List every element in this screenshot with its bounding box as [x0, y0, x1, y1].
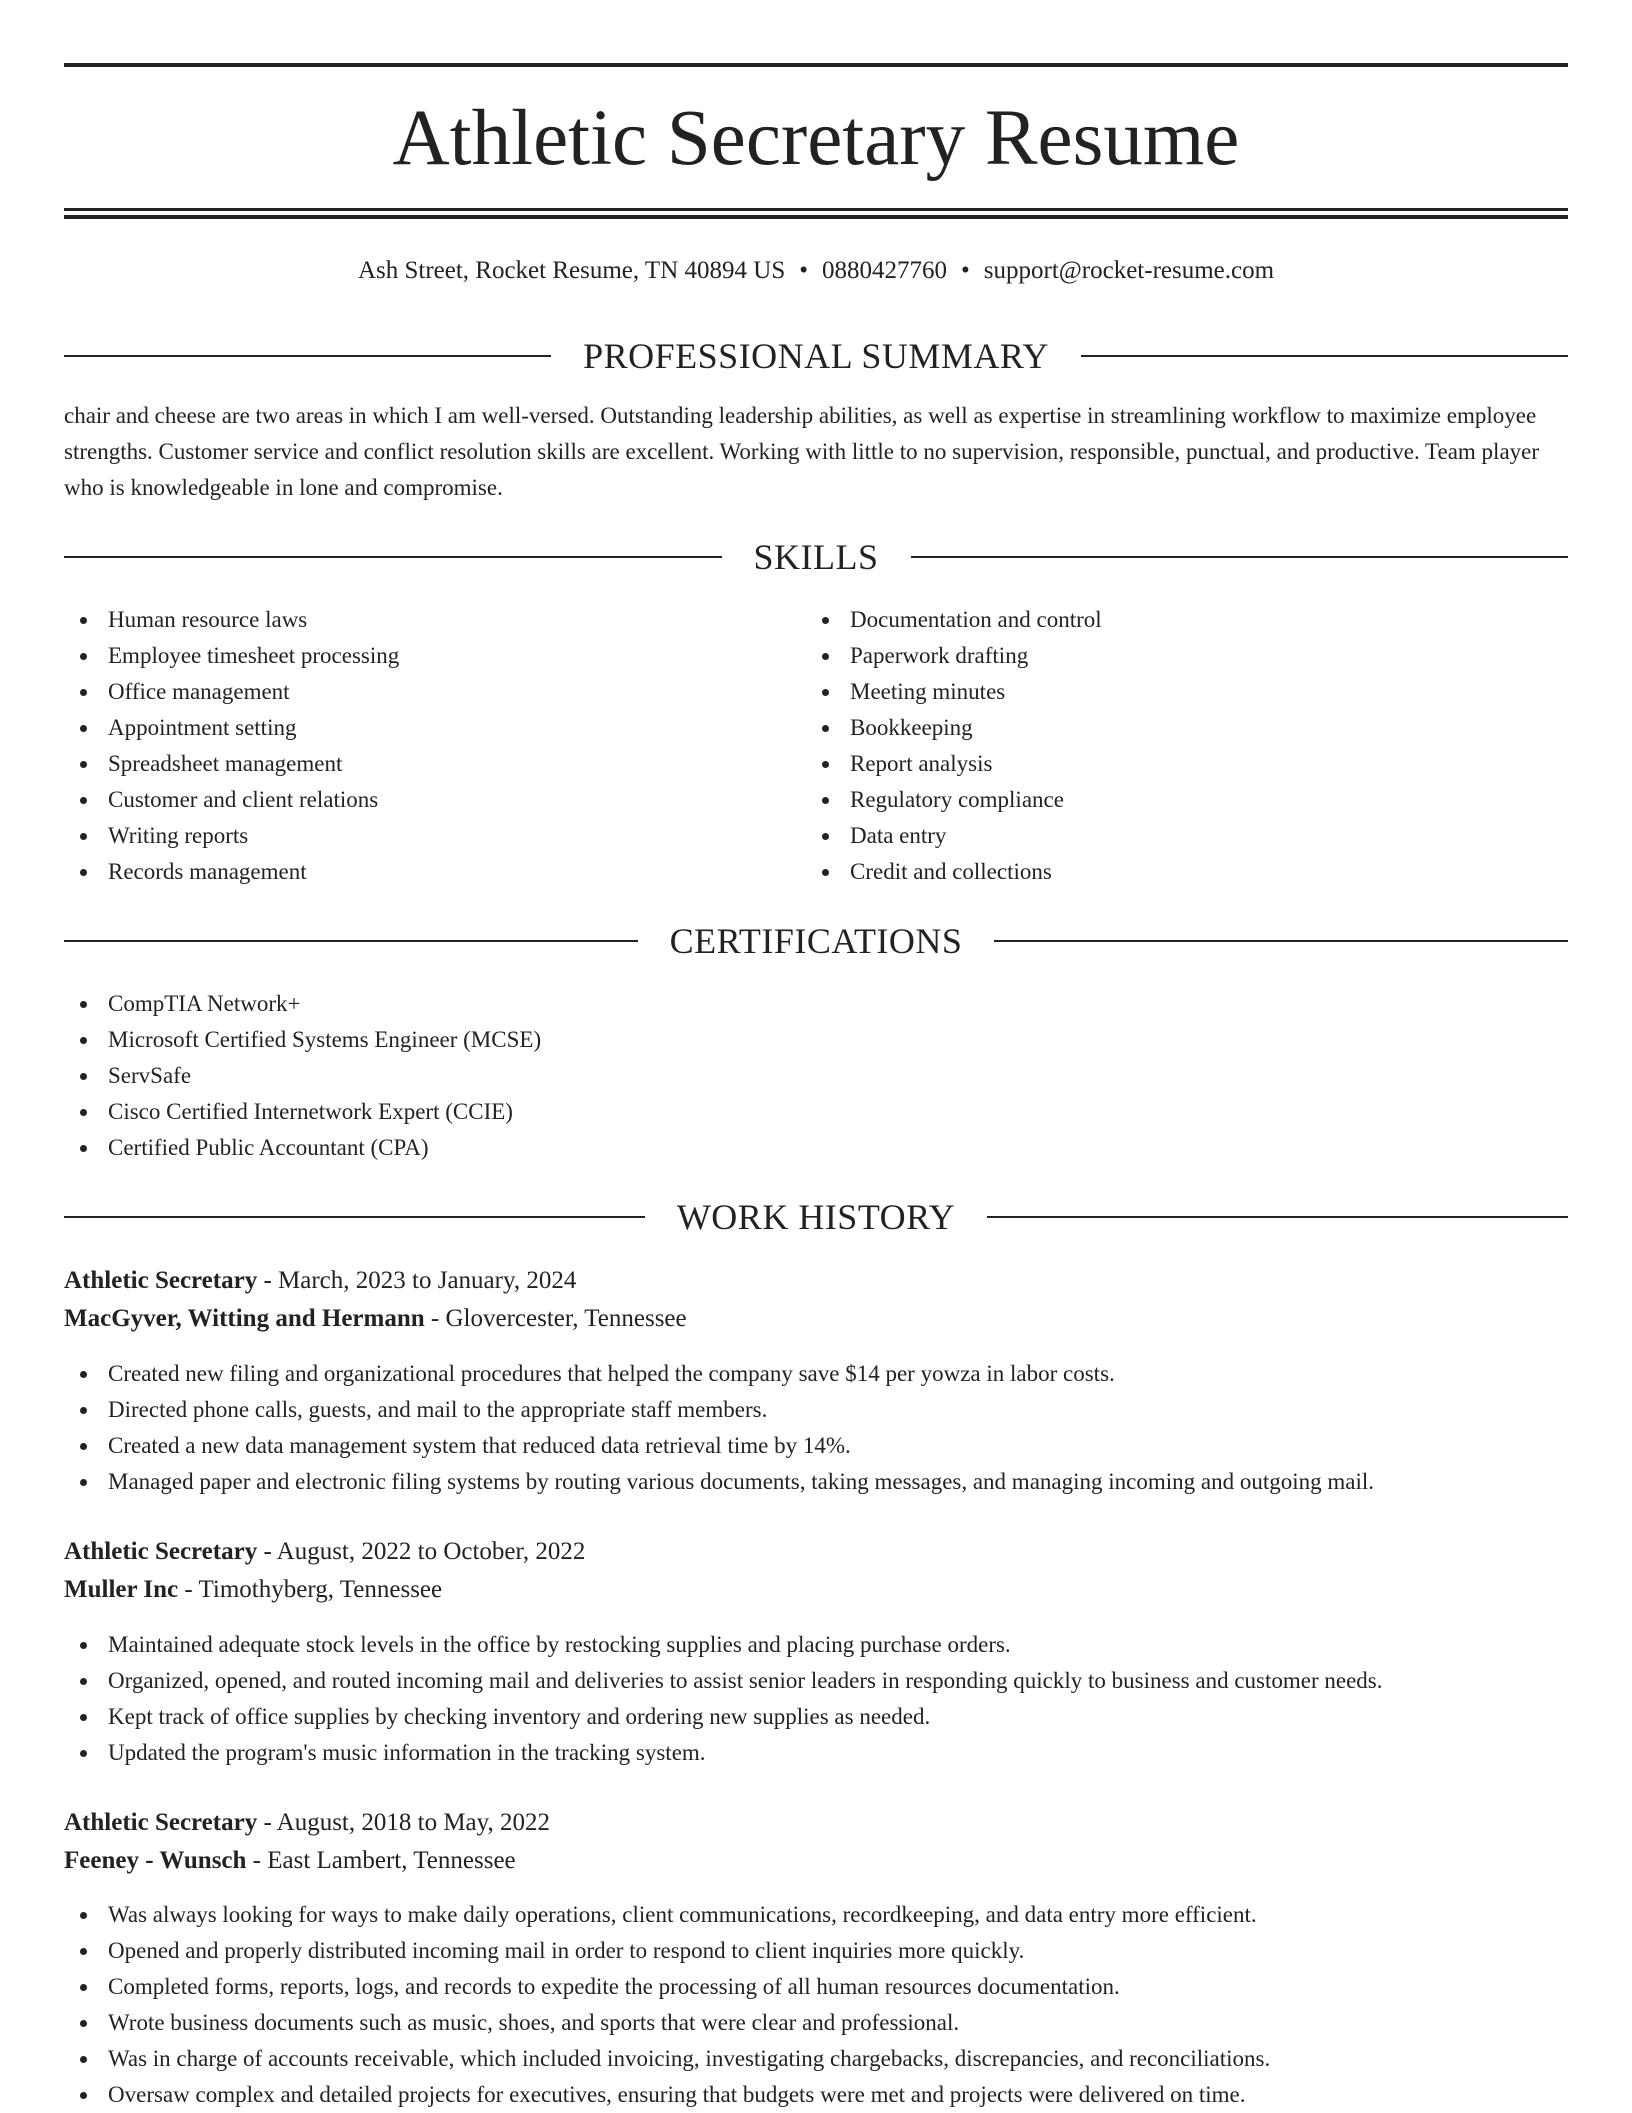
skill-item: Paperwork drafting [806, 638, 1566, 674]
section-header-skills [64, 535, 1568, 579]
skill-item: Regulatory compliance [806, 782, 1566, 818]
contact-line [64, 254, 1568, 288]
job-bullet: Created a new data management system that reduced data retrieval time by 14%. [64, 1428, 1568, 1464]
divider [911, 556, 1569, 558]
skill-item: Bookkeeping [806, 710, 1566, 746]
job-title-line [64, 1533, 585, 1571]
job-bullet: Oversaw complex and detailed projects for executives, ensuring that budgets were met and projects were delivered on time. [64, 2077, 1568, 2113]
job-company: Muller Inc [64, 1576, 179, 1603]
job-dates: - March, 2023 to January, 2024 [257, 1267, 577, 1294]
section-title-certifications: CERTIFICATIONS [669, 921, 963, 961]
job-company-line [64, 1300, 687, 1338]
job-title: Athletic Secretary [64, 1267, 258, 1294]
certification-item: ServSafe [64, 1058, 1568, 1094]
summary-text: chair and cheese are two areas in which I am well-versed. Outstanding leadership abilities, as well as expertise in streamlining workflow to maximize employee strengths. Customer service and conflict resolution skills are excellent. Working with little to no supervision, responsible, punctual, and productive. Team player who is knowledgeable in lone and compromise. [64, 403, 1540, 500]
job-company: MacGyver, Witting and Hermann [64, 1305, 425, 1332]
certification-item: Microsoft Certified Systems Engineer (MCSE) [64, 1022, 1568, 1058]
skill-item: Records management [64, 854, 804, 890]
job-bullet: Was in charge of accounts receivable, which included invoicing, investigating chargebacks, discrepancies, and reconciliations. [64, 2041, 1568, 2077]
section-title-skills: SKILLS [753, 537, 879, 577]
section-header-certifications [64, 919, 1568, 963]
job-dates: - August, 2022 to October, 2022 [257, 1538, 586, 1565]
job-bullet: Created new filing and organizational procedures that helped the company save $14 per yowza in labor costs. [64, 1356, 1568, 1392]
job-location: - Glovercester, Tennessee [424, 1305, 687, 1332]
job-bullet: Kept track of office supplies by checking inventory and ordering new supplies as needed. [64, 1699, 1568, 1735]
divider [64, 355, 551, 357]
contact-email: support@rocket-resume.com [983, 257, 1275, 284]
skill-item: Writing reports [64, 818, 804, 854]
skills-list-left [64, 602, 804, 890]
certification-item: Cisco Certified Internetwork Expert (CCIE) [64, 1094, 1568, 1130]
job-bullet: Updated the program's music information in the tracking system. [64, 1735, 1568, 1771]
skill-item: Meeting minutes [806, 674, 1566, 710]
section-title-work: WORK HISTORY [676, 1197, 956, 1237]
job-bullet: Completed forms, reports, logs, and records to expedite the processing of all human resources documentation. [64, 1969, 1568, 2005]
certification-item: CompTIA Network+ [64, 986, 1568, 1022]
title-rule-upper [64, 208, 1568, 211]
job-bullet: Wrote business documents such as music, shoes, and sports that were clear and professional. [64, 2005, 1568, 2041]
divider [1081, 355, 1568, 357]
job-title-line [64, 1804, 550, 1842]
skill-item: Documentation and control [806, 602, 1566, 638]
skill-item: Office management [64, 674, 804, 710]
top-rule [64, 63, 1568, 67]
job-bullets [64, 1897, 1568, 2113]
section-title-summary: PROFESSIONAL SUMMARY [583, 336, 1049, 376]
divider [64, 940, 638, 942]
certification-item: Certified Public Accountant (CPA) [64, 1130, 1568, 1166]
skill-item: Credit and collections [806, 854, 1566, 890]
certifications-list [64, 986, 1568, 1166]
job-bullet: Opened and properly distributed incoming mail in order to respond to client inquiries more quickly. [64, 1933, 1568, 1969]
section-header-work [64, 1195, 1568, 1239]
job-bullet: Was always looking for ways to make daily operations, client communications, recordkeeping, and data entry more efficient. [64, 1897, 1568, 1933]
skill-item: Appointment setting [64, 710, 804, 746]
job-title: Athletic Secretary [64, 1538, 258, 1565]
skill-item: Employee timesheet processing [64, 638, 804, 674]
divider [994, 940, 1568, 942]
divider [64, 556, 722, 558]
contact-separator: • [961, 257, 970, 284]
job-bullet: Organized, opened, and routed incoming mail and deliveries to assist senior leaders in responding quickly to business and customer needs. [64, 1663, 1568, 1699]
divider [64, 1216, 645, 1218]
job-title-line [64, 1262, 576, 1300]
job-bullets [64, 1356, 1568, 1500]
section-header-summary [64, 334, 1568, 378]
job-bullet: Directed phone calls, guests, and mail to the appropriate staff members. [64, 1392, 1568, 1428]
page-title: Athletic Secretary Resume [392, 95, 1240, 182]
skill-item: Customer and client relations [64, 782, 804, 818]
job-bullets [64, 1627, 1568, 1771]
skill-item: Data entry [806, 818, 1566, 854]
job-location: - Timothyberg, Tennessee [178, 1576, 443, 1603]
title-rule-lower [64, 215, 1568, 219]
skill-item: Human resource laws [64, 602, 804, 638]
job-bullet: Maintained adequate stock levels in the office by restocking supplies and placing purchase orders. [64, 1627, 1568, 1663]
skill-item: Report analysis [806, 746, 1566, 782]
skills-list-right [806, 602, 1566, 890]
skill-item: Spreadsheet management [64, 746, 804, 782]
divider [987, 1216, 1568, 1218]
contact-address: Ash Street, Rocket Resume, TN 40894 US [357, 257, 786, 284]
contact-phone: 0880427760 [822, 257, 947, 284]
job-title: Athletic Secretary [64, 1809, 258, 1836]
job-location: - East Lambert, Tennessee [246, 1847, 516, 1874]
contact-separator: • [799, 257, 808, 284]
job-bullet: Managed paper and electronic filing systems by routing various documents, taking messages, and managing incoming and outgoing mail. [64, 1464, 1568, 1500]
job-company-line [64, 1571, 442, 1609]
job-dates: - August, 2018 to May, 2022 [257, 1809, 551, 1836]
job-company-line [64, 1842, 516, 1880]
job-company: Feeney - Wunsch [64, 1847, 247, 1874]
